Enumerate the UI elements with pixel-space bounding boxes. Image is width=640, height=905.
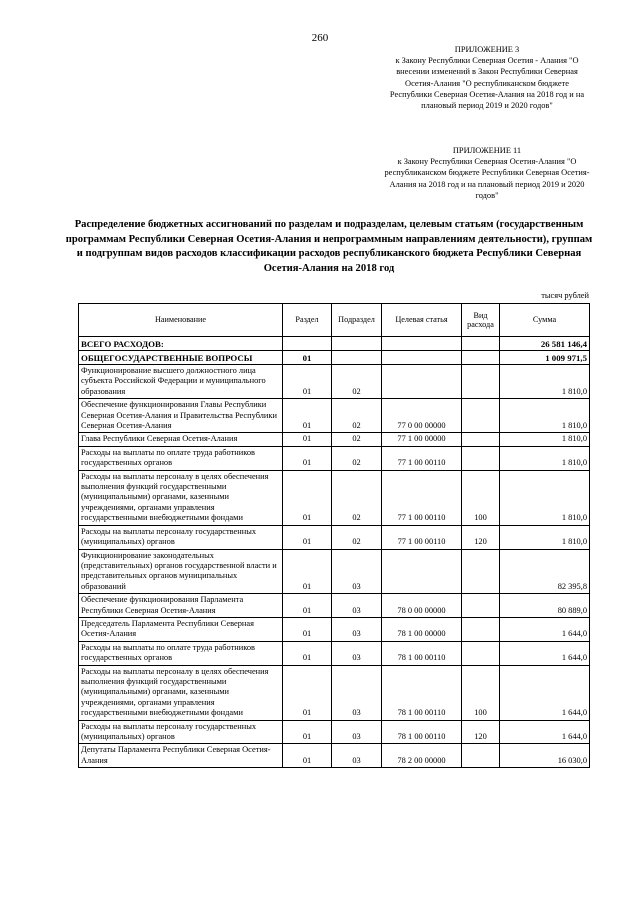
cell-section: 01 bbox=[283, 399, 332, 433]
cell-subsection: 03 bbox=[332, 665, 382, 720]
cell-target: 77 1 00 00110 bbox=[382, 446, 462, 470]
cell-section: 01 bbox=[283, 665, 332, 720]
cell-subsection: 03 bbox=[332, 594, 382, 618]
cell-section: 01 bbox=[283, 433, 332, 446]
cell-target: 78 1 00 00110 bbox=[382, 720, 462, 744]
cell-type bbox=[462, 617, 500, 641]
cell-section: 01 bbox=[283, 744, 332, 768]
header-section: Раздел bbox=[283, 304, 332, 337]
cell-section bbox=[283, 337, 332, 351]
page-number: 260 bbox=[311, 32, 329, 44]
cell-type bbox=[462, 337, 500, 351]
table-row bbox=[79, 525, 590, 549]
cell-name: Функционирование высшего должностного лица субъекта Российской Федерации и муниципального образования bbox=[79, 365, 283, 399]
cell-section: 01 bbox=[283, 446, 332, 470]
table-row bbox=[79, 720, 590, 744]
cell-sum: 1 644,0 bbox=[500, 617, 590, 641]
cell-sum: 1 644,0 bbox=[500, 665, 590, 720]
cell-subsection: 02 bbox=[332, 470, 382, 525]
cell-name: Депутаты Парламента Республики Северная Осетия-Алания bbox=[79, 744, 283, 768]
header-target: Целевая статья bbox=[382, 304, 462, 337]
document-title: Распределение бюджетных ассигнований по разделам и подразделам, целевым статьям (государственным программам Республики Северная Осетия-Алания и непрограммным направлениям деятельности), группам и подгруппам видов расходов классификации расходов республиканского бюджета Республики Северная Осетия-Алания на 2018 год bbox=[65, 219, 593, 274]
table-row bbox=[79, 665, 590, 720]
header-subsection: Подраздел bbox=[332, 304, 382, 337]
cell-name: Председатель Парламента Республики Северная Осетия-Алания bbox=[79, 617, 283, 641]
cell-type: 120 bbox=[462, 525, 500, 549]
cell-type bbox=[462, 351, 500, 365]
cell-subsection: 03 bbox=[332, 744, 382, 768]
cell-name: Функционирование законодательных (представительных) органов государственной власти и представительных органов муниципальных образований bbox=[79, 549, 283, 594]
cell-target: 78 0 00 00000 bbox=[382, 594, 462, 618]
cell-type bbox=[462, 446, 500, 470]
table-row bbox=[79, 365, 590, 399]
cell-type bbox=[462, 549, 500, 594]
cell-section: 01 bbox=[283, 525, 332, 549]
cell-sum: 1 810,0 bbox=[500, 525, 590, 549]
cell-name: Расходы на выплаты персоналу государственных (муниципальных) органов bbox=[79, 525, 283, 549]
cell-type: 100 bbox=[462, 470, 500, 525]
cell-target: 77 1 00 00110 bbox=[382, 470, 462, 525]
cell-target bbox=[382, 365, 462, 399]
cell-subsection: 03 bbox=[332, 720, 382, 744]
header-sum: Сумма bbox=[500, 304, 590, 337]
cell-subsection: 02 bbox=[332, 365, 382, 399]
table-row bbox=[79, 744, 590, 768]
table-row bbox=[79, 617, 590, 641]
cell-name: Обеспечение функционирования Главы Республики Северная Осетия-Алания и Правительства Республики Северная Осетия-Алания bbox=[79, 399, 283, 433]
cell-target: 77 0 00 00000 bbox=[382, 399, 462, 433]
cell-name: Расходы на выплаты по оплате труда работников государственных органов bbox=[79, 446, 283, 470]
cell-type: 120 bbox=[462, 720, 500, 744]
table-row bbox=[79, 446, 590, 470]
cell-target: 78 2 00 00000 bbox=[382, 744, 462, 768]
cell-target bbox=[382, 549, 462, 594]
cell-type bbox=[462, 594, 500, 618]
cell-sum: 1 644,0 bbox=[500, 720, 590, 744]
table-row bbox=[79, 433, 590, 446]
cell-type bbox=[462, 433, 500, 446]
cell-sum: 1 009 971,5 bbox=[500, 351, 590, 365]
header-name: Наименование bbox=[79, 304, 283, 337]
table-row bbox=[79, 399, 590, 433]
cell-sum: 1 810,0 bbox=[500, 433, 590, 446]
cell-target: 77 1 00 00000 bbox=[382, 433, 462, 446]
cell-sum: 1 810,0 bbox=[500, 470, 590, 525]
table-row-section bbox=[79, 351, 590, 365]
cell-section: 01 bbox=[283, 641, 332, 665]
cell-section: 01 bbox=[283, 617, 332, 641]
cell-sum: 80 889,0 bbox=[500, 594, 590, 618]
cell-subsection: 02 bbox=[332, 433, 382, 446]
units-label: тысяч рублей bbox=[541, 291, 589, 300]
cell-target: 78 1 00 00110 bbox=[382, 665, 462, 720]
cell-sum: 16 030,0 bbox=[500, 744, 590, 768]
annex-3-text: к Закону Республики Северная Осетия - Алания "О внесении изменений в Закон Республики Северная Осетия-Алания "О республиканском бюджете Республики Северная Осетия-Алания на 2018 год и на плановый период 2019 и 2020 годов" bbox=[389, 56, 585, 111]
table-row bbox=[79, 470, 590, 525]
cell-section: 01 bbox=[283, 594, 332, 618]
cell-name: ОБЩЕГОСУДАРСТВЕННЫЕ ВОПРОСЫ bbox=[79, 351, 283, 365]
cell-name: Глава Республики Северная Осетия-Алания bbox=[79, 433, 283, 446]
table-header-row bbox=[79, 304, 590, 337]
cell-target bbox=[382, 351, 462, 365]
annex-11-text: к Закону Республики Северная Осетия-Алания "О республиканском бюджете Республики Северная Осетия-Алания на 2018 год и на плановый период 2019 и 2020 годов" bbox=[384, 157, 590, 200]
cell-sum: 1 810,0 bbox=[500, 399, 590, 433]
cell-name: ВСЕГО РАСХОДОВ: bbox=[79, 337, 283, 351]
cell-name: Расходы на выплаты персоналу в целях обеспечения выполнения функций государственными (муниципальными) органами, казенными учреждениями, органами управления государственными внебюджетными фондами bbox=[79, 470, 283, 525]
cell-subsection: 03 bbox=[332, 549, 382, 594]
table-row bbox=[79, 594, 590, 618]
cell-sum: 1 810,0 bbox=[500, 365, 590, 399]
cell-sum: 1 644,0 bbox=[500, 641, 590, 665]
cell-type bbox=[462, 744, 500, 768]
cell-sum: 26 581 146,4 bbox=[500, 337, 590, 351]
annex-11-block bbox=[384, 145, 590, 201]
cell-type bbox=[462, 641, 500, 665]
table-row bbox=[79, 549, 590, 594]
cell-subsection: 03 bbox=[332, 617, 382, 641]
cell-section: 01 bbox=[283, 365, 332, 399]
cell-target: 78 1 00 00110 bbox=[382, 641, 462, 665]
budget-table bbox=[78, 303, 590, 768]
annex-11-title: ПРИЛОЖЕНИЕ 11 bbox=[452, 146, 522, 155]
cell-subsection: 03 bbox=[332, 641, 382, 665]
annex-3-title: ПРИЛОЖЕНИЕ 3 bbox=[454, 45, 520, 54]
cell-section: 01 bbox=[283, 720, 332, 744]
header-type: Вид расхода bbox=[462, 304, 500, 337]
cell-subsection: 02 bbox=[332, 399, 382, 433]
cell-section: 01 bbox=[283, 351, 332, 365]
cell-sum: 82 395,8 bbox=[500, 549, 590, 594]
table-row bbox=[79, 641, 590, 665]
cell-target bbox=[382, 337, 462, 351]
cell-name: Расходы на выплаты персоналу в целях обеспечения выполнения функций государственными (муниципальными) органами, казенными учреждениями, органами управления государственными внебюджетными фондами bbox=[79, 665, 283, 720]
cell-subsection: 02 bbox=[332, 446, 382, 470]
cell-target: 78 1 00 00000 bbox=[382, 617, 462, 641]
cell-subsection bbox=[332, 351, 382, 365]
cell-type bbox=[462, 399, 500, 433]
cell-subsection bbox=[332, 337, 382, 351]
cell-section: 01 bbox=[283, 470, 332, 525]
cell-target: 77 1 00 00110 bbox=[382, 525, 462, 549]
cell-section: 01 bbox=[283, 549, 332, 594]
table-row-total bbox=[79, 337, 590, 351]
cell-sum: 1 810,0 bbox=[500, 446, 590, 470]
cell-name: Обеспечение функционирования Парламента Республики Северная Осетия-Алания bbox=[79, 594, 283, 618]
annex-3-block bbox=[384, 44, 590, 111]
cell-subsection: 02 bbox=[332, 525, 382, 549]
cell-type bbox=[462, 365, 500, 399]
cell-name: Расходы на выплаты персоналу государственных (муниципальных) органов bbox=[79, 720, 283, 744]
cell-type: 100 bbox=[462, 665, 500, 720]
cell-name: Расходы на выплаты по оплате труда работников государственных органов bbox=[79, 641, 283, 665]
